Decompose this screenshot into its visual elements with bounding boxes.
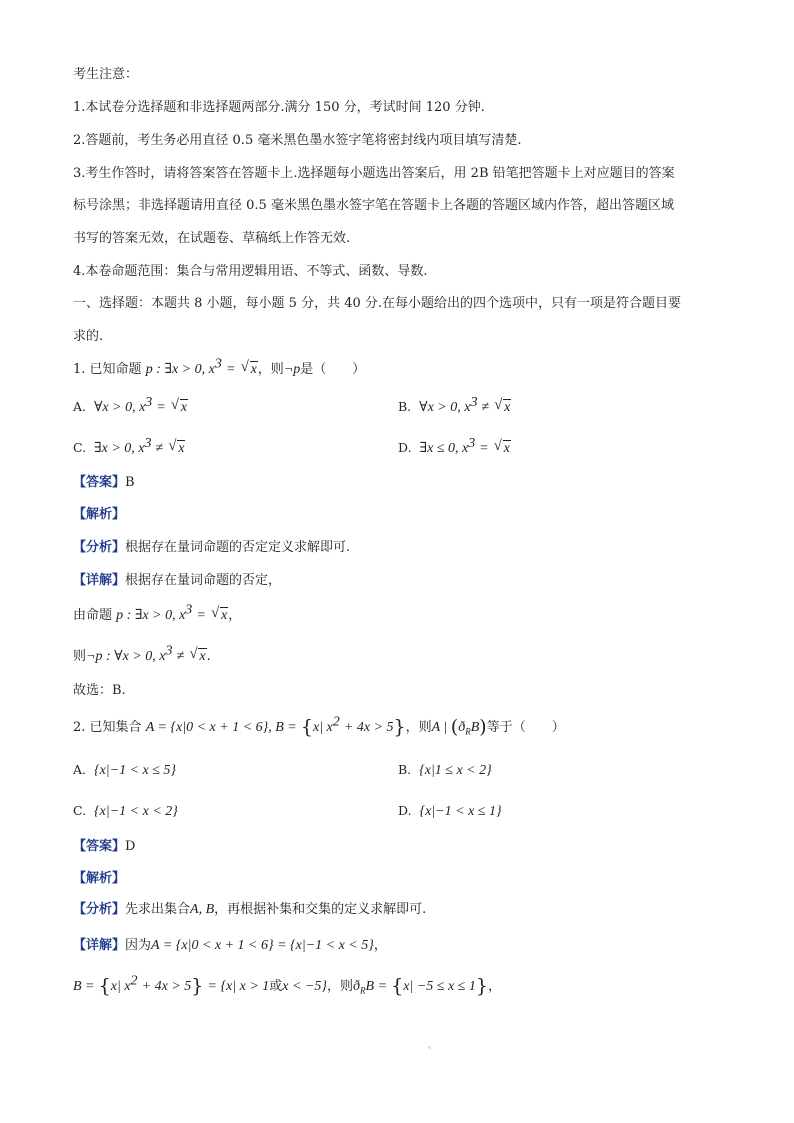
- option-rel: ≠: [481, 400, 490, 415]
- option-set: {x|1 ≤ x < 2}: [419, 763, 492, 778]
- xiangjie-tag: 【详解】: [73, 573, 126, 588]
- complement-sub: R: [360, 985, 366, 996]
- q1-fenxi: [73, 538, 350, 558]
- option-label: D.: [398, 440, 412, 455]
- page-speck: [428, 1046, 431, 1049]
- option-label: B.: [398, 399, 412, 414]
- option-sqrt: √ x: [170, 397, 187, 415]
- option-sqrt: √ x: [493, 438, 510, 456]
- q1-proposition: p : ∃x > 0, x: [145, 362, 215, 377]
- q2-exp: 2: [332, 714, 340, 730]
- q1-step2: [73, 643, 211, 667]
- brace-left: {: [300, 716, 313, 738]
- q2-comp-b: B: [470, 720, 480, 735]
- step-math: B =: [73, 979, 95, 994]
- xiangjie-text: ，: [373, 938, 387, 953]
- notice-title: 考生注意：: [73, 67, 139, 82]
- q2-number: 2. 已知集合: [73, 720, 142, 735]
- q2-step: [73, 973, 501, 1001]
- step-exp: 3: [185, 602, 193, 618]
- option-label: D.: [398, 803, 412, 818]
- option-set: {x|−1 < x ≤ 5}: [93, 763, 177, 778]
- step-math: + 4x > 5: [141, 979, 192, 994]
- q1-option-d: [398, 435, 511, 459]
- option-exp: 3: [470, 394, 478, 410]
- q1-answer: [73, 473, 135, 493]
- q2-option-d: [398, 801, 502, 822]
- answer-tag: 【答案】: [73, 475, 126, 490]
- brace-right: }: [475, 975, 488, 997]
- step-text: ，则: [327, 979, 354, 994]
- option-arg: x: [503, 441, 510, 456]
- q2-set-a: A = {x|0 < x + 1 < 6}, B =: [145, 720, 297, 735]
- step-text: ，: [228, 608, 242, 623]
- q2-option-b: [398, 760, 492, 781]
- brace-left: {: [391, 975, 404, 997]
- q2-set-b-rest: + 4x > 5: [343, 720, 394, 735]
- answer-tag: 【答案】: [73, 839, 126, 854]
- q1-option-b: [398, 394, 511, 418]
- q1-analysis-tag: [73, 505, 125, 525]
- q2-set-b-inner: x| x: [312, 720, 333, 735]
- step-exp: 3: [165, 643, 173, 659]
- option-arg: x: [180, 400, 187, 415]
- section-heading: 一、选择题：本题共 8 小题，每小题 5 分，共 40 分.在每小题给出的四个选项中，只有一项是符合题目要: [73, 296, 682, 311]
- step-math: p : ∃x > 0, x: [116, 608, 186, 623]
- answer-value: D: [125, 839, 136, 854]
- step-sqrt: √ x: [189, 646, 206, 664]
- xiangjie-text: 根据存在量词命题的否定，: [125, 573, 282, 588]
- paren-left: (: [450, 716, 459, 738]
- q2-answer: [73, 837, 135, 857]
- step-arg: x: [221, 608, 228, 623]
- q1-stem: [73, 356, 366, 380]
- option-rel: =: [479, 441, 489, 456]
- q2-mid: ，则: [405, 720, 432, 735]
- notice-item-3-cont: 标号涂黑；非选择题请用直径 0.5 毫米黑色墨水签字笔在答题卡上各题的答题区域内作答，超出答题区域: [73, 198, 674, 213]
- fenxi-tag: 【分析】: [73, 540, 126, 555]
- step-text: 由命题: [73, 608, 113, 623]
- step-text: 则: [73, 649, 87, 664]
- q1-conclusion: 故选：B.: [73, 683, 126, 698]
- q1-end: 是（ ）: [300, 362, 366, 377]
- q2-analysis-tag: [73, 869, 125, 889]
- q1-mid: ，则: [257, 362, 284, 377]
- section-heading-cont: 求的.: [73, 329, 104, 344]
- brace-right: }: [393, 716, 406, 738]
- fenxi-text: 根据存在量词命题的否定定义求解即可.: [125, 540, 351, 555]
- q1-step1: [73, 602, 242, 626]
- option-exp: 3: [468, 435, 476, 451]
- q2-fenxi: [73, 900, 426, 920]
- paren-right: ): [479, 716, 487, 738]
- option-label: A.: [73, 762, 87, 777]
- step-exp: 2: [130, 973, 138, 989]
- option-label: A.: [73, 399, 87, 414]
- analysis-tag: 【解析】: [73, 871, 126, 886]
- q1-option-a: [73, 394, 188, 418]
- step-text: .: [206, 649, 211, 664]
- notice-item-3: 3.考生作答时，请将答案答在答题卡上.选择题每小题选出答案后，用 2B 铅笔把答题卡上对应题目的答案: [73, 166, 675, 181]
- option-sqrt: √ x: [168, 438, 185, 456]
- fenxi-math: A, B: [190, 902, 215, 917]
- option-set: {x|−1 < x < 2}: [94, 804, 178, 819]
- option-sqrt: √ x: [494, 397, 511, 415]
- q1-xiangjie: [73, 571, 281, 591]
- option-exp: 3: [144, 435, 152, 451]
- notice-item-2: 2.答题前，考生务必用直径 0.5 毫米黑色墨水签字笔将密封线内项目填写清楚.: [73, 133, 522, 148]
- xiangjie-math: A = {x|0 < x + 1 < 6} = {x|−1 < x < 5}: [151, 938, 374, 953]
- step-math: B =: [365, 979, 388, 994]
- step-rel: ≠: [176, 649, 185, 664]
- step-math: x| x: [110, 979, 131, 994]
- step-math: x| −5 ≤ x ≤ 1: [403, 979, 476, 994]
- step-math: ¬p : ∀x > 0, x: [86, 649, 166, 664]
- option-rel: ≠: [155, 441, 164, 456]
- q1-equals: =: [225, 362, 236, 377]
- q1-exponent: 3: [214, 356, 222, 372]
- fenxi-tag: 【分析】: [73, 902, 126, 917]
- option-exp: 3: [145, 394, 153, 410]
- brace-right: }: [191, 975, 204, 997]
- option-label: C.: [73, 803, 87, 818]
- complement-symbol: ð: [353, 979, 361, 994]
- step-sqrt: √ x: [211, 605, 228, 623]
- q2-option-c: [73, 801, 178, 822]
- notice-item-1: 1.本试卷分选择题和非选择题两部分.满分 150 分，考试时间 120 分钟.: [73, 100, 485, 115]
- step-math: x < −5}: [282, 979, 328, 994]
- notice-item-4: 4.本卷命题范围：集合与常用逻辑用语、不等式、函数、导数.: [73, 264, 428, 279]
- q1-sqrt-arg: x: [250, 362, 257, 377]
- option-lhs: ∀x > 0, x: [93, 400, 146, 415]
- option-lhs: ∃x ≤ 0, x: [419, 441, 469, 456]
- brace-left: {: [98, 975, 111, 997]
- option-label: B.: [398, 762, 412, 777]
- step-math: = {x| x > 1: [207, 979, 270, 994]
- q1-number: 1. 已知命题: [73, 362, 142, 377]
- complement-symbol: ð: [458, 720, 466, 735]
- option-lhs: ∀x > 0, x: [419, 400, 471, 415]
- notice-item-3-cont2: 书写的答案无效，在试题卷、草稿纸上作答无效.: [73, 231, 351, 246]
- step-arg: x: [199, 649, 206, 664]
- option-rel: =: [156, 400, 166, 415]
- fenxi-text: ，再根据补集和交集的定义求解即可.: [214, 902, 427, 917]
- q2-option-a: [73, 760, 176, 781]
- q2-xiangjie: [73, 936, 387, 956]
- q1-option-c: [73, 435, 185, 459]
- step-text: 或: [269, 979, 283, 994]
- option-set: {x|−1 < x ≤ 1}: [419, 804, 502, 819]
- step-rel: =: [196, 608, 206, 623]
- q2-stem: [73, 714, 565, 742]
- option-arg: x: [178, 441, 185, 456]
- option-arg: x: [504, 400, 511, 415]
- q2-expr: A |: [431, 720, 451, 735]
- xiangjie-tag: 【详解】: [73, 938, 126, 953]
- answer-value: B: [125, 475, 135, 490]
- xiangjie-text: 因为: [125, 938, 152, 953]
- option-lhs: ∃x > 0, x: [94, 441, 145, 456]
- q1-negation: ¬p: [283, 362, 301, 377]
- q1-sqrt: √ x: [240, 359, 257, 377]
- complement-sub: R: [465, 726, 471, 737]
- option-label: C.: [73, 440, 87, 455]
- step-text: ，: [487, 979, 501, 994]
- analysis-tag: 【解析】: [73, 507, 126, 522]
- q2-end: 等于（ ）: [486, 720, 565, 735]
- fenxi-text: 先求出集合: [125, 902, 191, 917]
